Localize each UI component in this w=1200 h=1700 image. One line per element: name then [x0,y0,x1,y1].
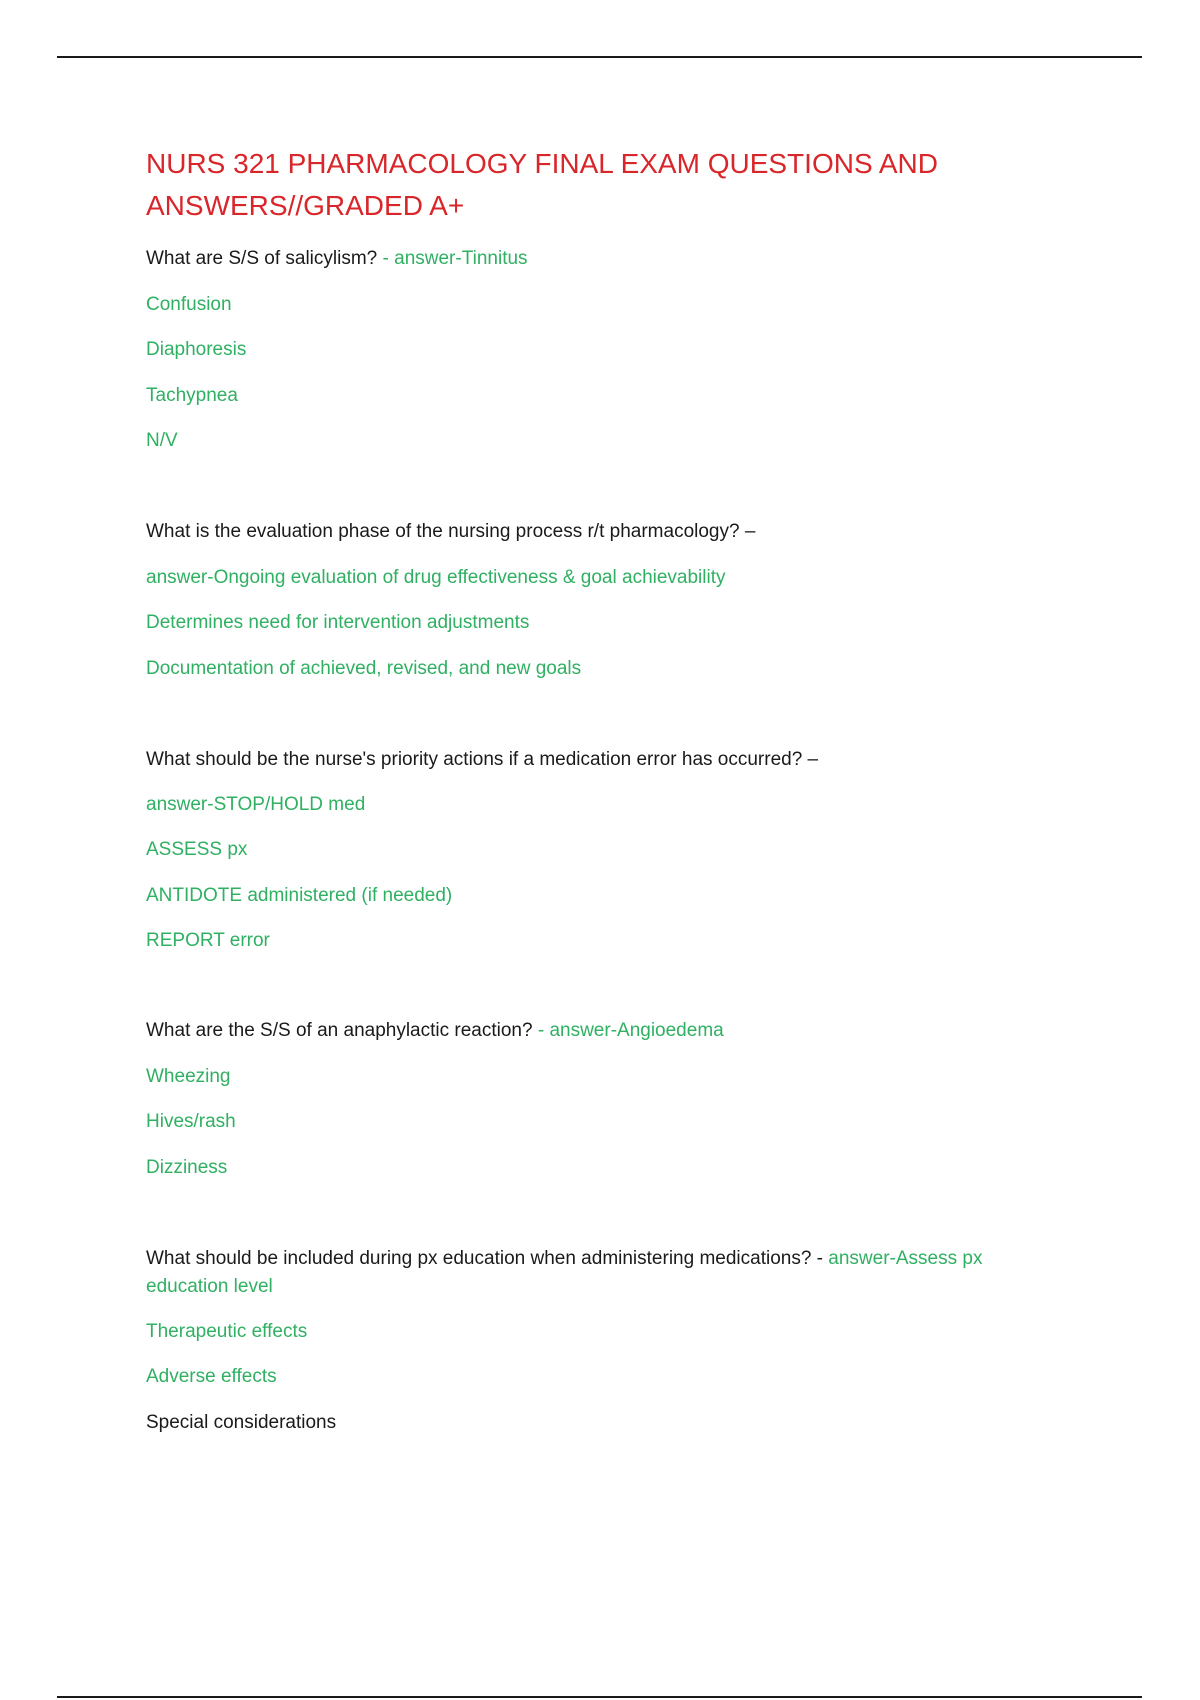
answer-line: Wheezing [146,1066,231,1087]
question-1 [146,245,528,273]
question-3: What should be the nurse's priority actions if a medication error has occurred? – [146,749,819,770]
trailing-line: Special considerations [146,1412,337,1433]
answer-line: answer-STOP/HOLD med [146,794,366,815]
answer-line: Confusion [146,294,232,315]
question-4 [146,1017,724,1045]
question-text: What are S/S of salicylism? [146,248,378,269]
answer-line: N/V [146,430,178,451]
answer-line: ASSESS px [146,839,248,860]
answer-line: Dizziness [146,1157,228,1178]
answer-line: Diaphoresis [146,339,247,360]
bottom-rule [57,1696,1142,1698]
answer-line: Adverse effects [146,1366,277,1387]
answer-line: Tachypnea [146,385,238,406]
answer-line: Documentation of achieved, revised, and new goals [146,658,582,679]
top-rule [57,56,1142,58]
answer-line: Therapeutic effects [146,1321,308,1342]
question-text: What are the S/S of an anaphylactic reaction? [146,1020,533,1041]
question-2: What is the evaluation phase of the nursing process r/t pharmacology? – [146,521,756,542]
answer-text: - answer-Angioedema [532,1020,724,1041]
answer-text: - answer-Tinnitus [377,248,528,269]
document-title: NURS 321 PHARMACOLOGY FINAL EXAM QUESTIONS AND ANSWERS//GRADED A+ [146,148,938,221]
answer-line: ANTIDOTE administered (if needed) [146,885,453,906]
answer-line: Determines need for intervention adjustments [146,612,530,633]
answer-line: REPORT error [146,930,270,951]
answer-line: Hives/rash [146,1111,236,1132]
answer-line: answer-Ongoing evaluation of drug effectiveness & goal achievability [146,567,726,588]
question-text: What should be included during px education when administering medications? - [146,1248,829,1269]
question-5 [146,1245,1066,1301]
answer-text: answer-Assess px education level [146,1248,983,1297]
